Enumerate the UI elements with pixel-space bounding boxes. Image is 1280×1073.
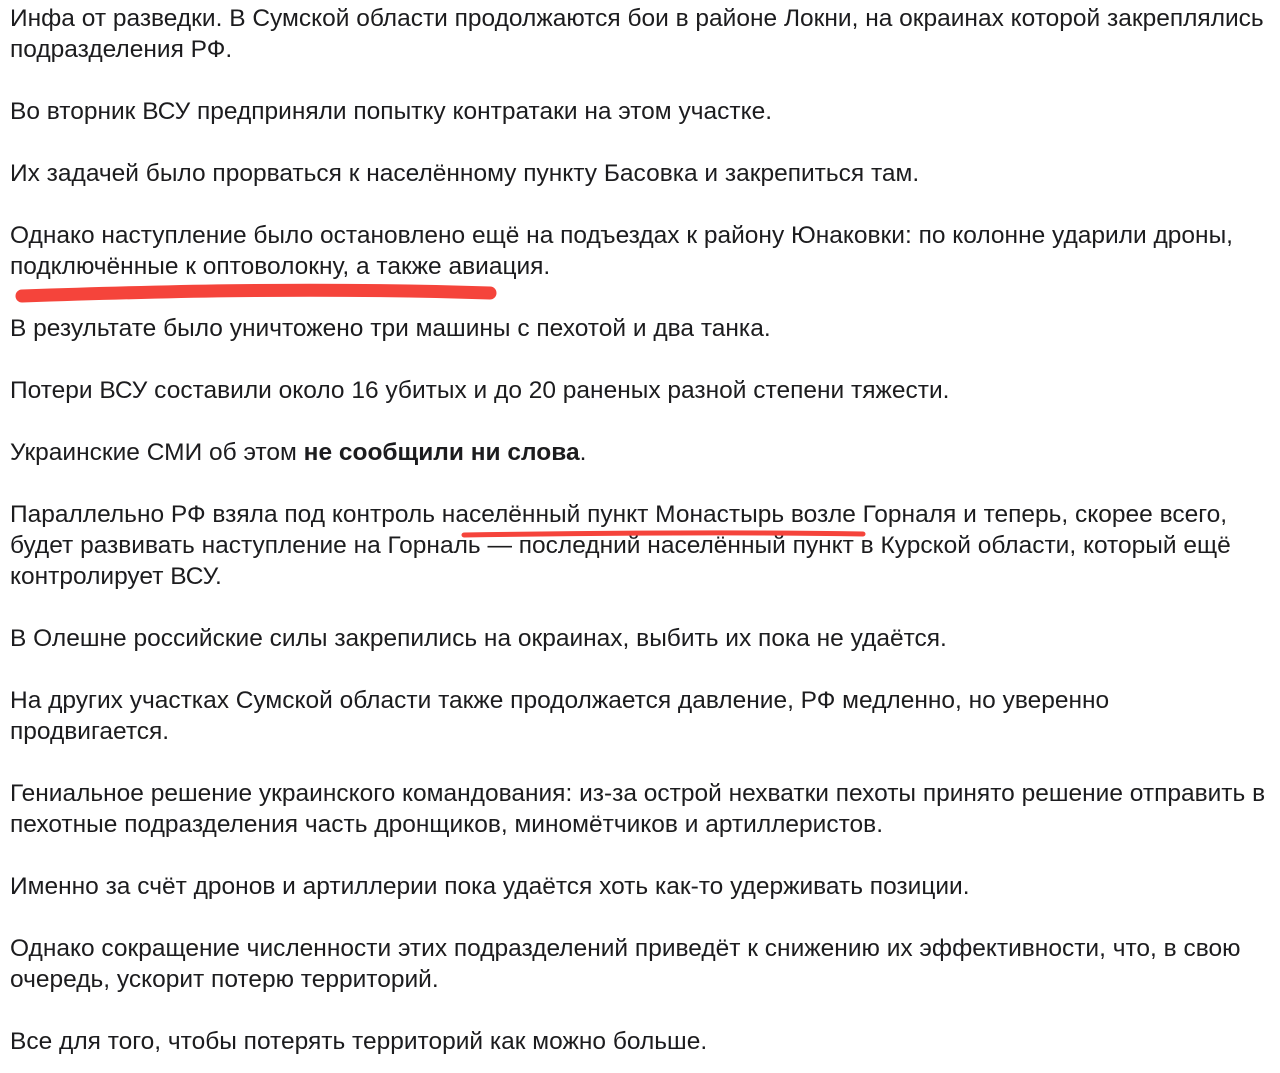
paragraph-stopped: Однако наступление было остановлено ещё на подъездах к району Юнаковки: по колонне ударили дроны, подключённые к оптоволокну, а также авиация.: [10, 222, 1233, 280]
paragraph-media: [10, 437, 1270, 468]
media-text-before: Украинские СМИ об этом: [10, 439, 304, 466]
paragraph-objective: Их задачей было прорваться к населённому пункту Басовка и закрепиться там.: [10, 160, 920, 187]
media-text-bold: не сообщили ни слова: [303, 439, 580, 466]
paragraph-oleshnya: В Олешне российские силы закрепились на окраинах, выбить их пока не удаётся.: [10, 625, 947, 652]
media-text-after: .: [579, 439, 587, 466]
paragraph-other-sectors: На других участках Сумской области также продолжается давление, РФ медленно, но уверенно продвигается.: [10, 687, 1110, 745]
paragraph-losses: Потери ВСУ составили около 16 убитых и до 20 раненых разной степени тяжести.: [10, 377, 950, 404]
paragraph-counterattack: Во вторник ВСУ предприняли попытку контратаки на этом участке.: [10, 98, 773, 125]
paragraph-command-decision: Гениальное решение украинского командования: из-за острой нехватки пехоты принято решение отправить в пехотные подразделения часть дронщиков, миномётчиков и артиллеристов.: [10, 780, 1266, 838]
paragraph-intel-intro: Инфа от разведки. В Сумской области продолжаются бои в районе Локни, на окраинах которой закреплялись подразделения РФ.: [10, 5, 1264, 63]
paragraph-reduction: Однако сокращение численности этих подразделений приведёт к снижению их эффективности, что, в свою очередь, ускорит потерю территорий.: [10, 935, 1241, 993]
post-body: [10, 3, 1270, 1057]
paragraph-monastyr: Параллельно РФ взяла под контроль населённый пункт Монастырь возле Горналя и теперь, скорее всего, будет развивать наступление на Горналь — последний населённый пункт в Курской области, который ещё контролирует ВСУ.: [10, 501, 1231, 590]
paragraph-destroyed: В результате было уничтожено три машины с пехотой и два танка.: [10, 315, 771, 342]
paragraph-drones-artillery: Именно за счёт дронов и артиллерии пока удаётся хоть как-то удерживать позиции.: [10, 873, 970, 900]
paragraph-conclusion: Все для того, чтобы потерять территорий как можно больше.: [10, 1028, 708, 1055]
